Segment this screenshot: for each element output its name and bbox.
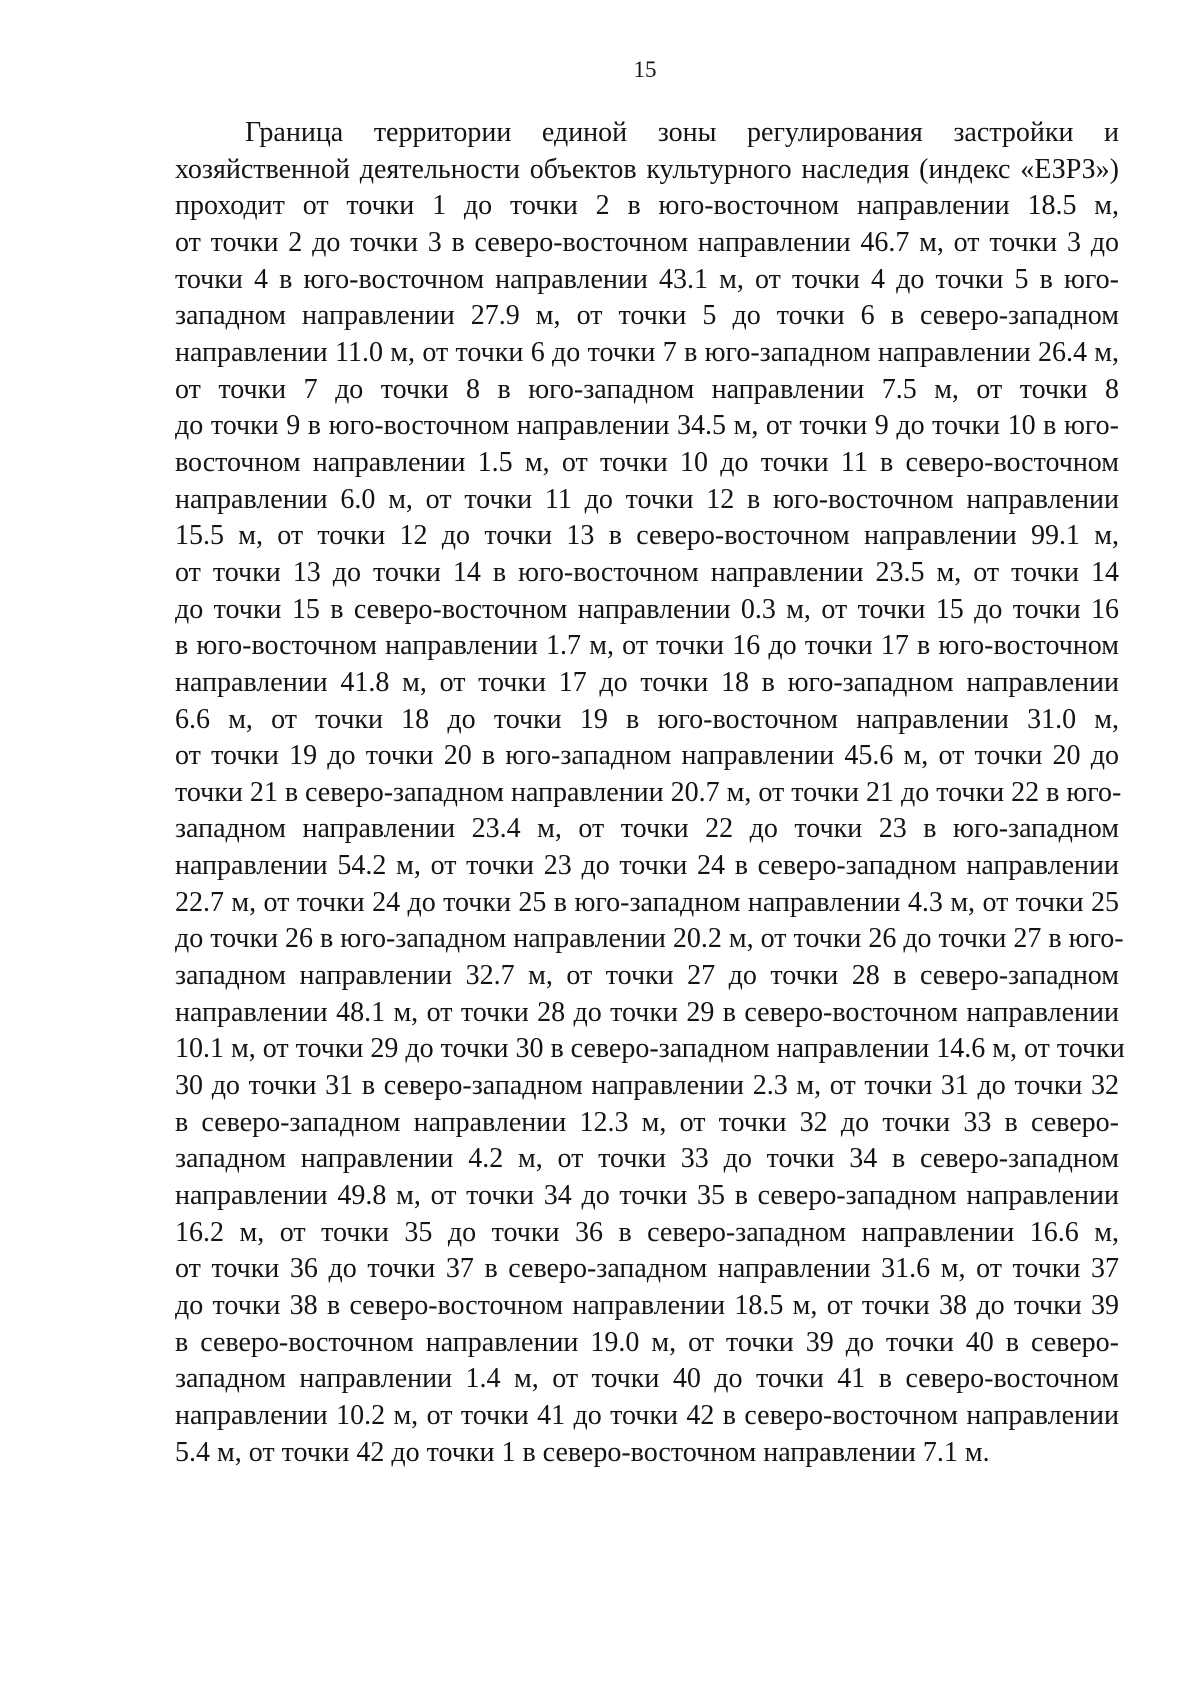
paragraph-line: в юго-восточном направлении 1.7 м, от точки 16 до точки 17 в юго-восточном <box>175 630 1119 662</box>
paragraph-line: до точки 15 в северо-восточном направлении 0.3 м, от точки 15 до точки 16 <box>175 593 1119 625</box>
paragraph-line: западном направлении 32.7 м, от точки 27 до точки 28 в северо-западном <box>175 960 1119 992</box>
paragraph-line: 22.7 м, от точки 24 до точки 25 в юго-западном направлении 4.3 м, от точки 25 <box>175 886 1119 918</box>
paragraph-line: направлении 11.0 м, от точки 6 до точки 7 в юго-западном направлении 26.4 м, <box>175 336 1119 368</box>
paragraph-line: западном направлении 23.4 м, от точки 22 до точки 23 в юго-западном <box>175 813 1119 845</box>
paragraph-line: точки 4 в юго-восточном направлении 43.1 м, от точки 4 до точки 5 в юго- <box>175 263 1119 295</box>
paragraph-line: 5.4 м, от точки 42 до точки 1 в северо-восточном направлении 7.1 м. <box>175 1436 990 1468</box>
paragraph-line: до точки 26 в юго-западном направлении 20.2 м, от точки 26 до точки 27 в юго- <box>175 923 1124 955</box>
paragraph-line: в северо-западном направлении 12.3 м, от точки 32 до точки 33 в северо- <box>175 1106 1119 1138</box>
paragraph-line: 30 до точки 31 в северо-западном направлении 2.3 м, от точки 31 до точки 32 <box>175 1070 1119 1102</box>
paragraph-line: в северо-восточном направлении 19.0 м, от точки 39 до точки 40 в северо- <box>175 1326 1119 1358</box>
paragraph-line: от точки 36 до точки 37 в северо-западном направлении 31.6 м, от точки 37 <box>175 1253 1119 1285</box>
paragraph-line: западном направлении 4.2 м, от точки 33 до точки 34 в северо-западном <box>175 1143 1119 1175</box>
paragraph-line: проходит от точки 1 до точки 2 в юго-восточном направлении 18.5 м, <box>175 190 1119 222</box>
paragraph-line: от точки 13 до точки 14 в юго-восточном направлении 23.5 м, от точки 14 <box>175 556 1119 588</box>
paragraph-line: от точки 19 до точки 20 в юго-западном направлении 45.6 м, от точки 20 до <box>175 740 1119 772</box>
paragraph-line: до точки 9 в юго-восточном направлении 34.5 м, от точки 9 до точки 10 в юго- <box>175 410 1119 442</box>
paragraph-line: западном направлении 27.9 м, от точки 5 до точки 6 в северо-западном <box>175 300 1119 332</box>
paragraph-line: 15.5 м, от точки 12 до точки 13 в северо-восточном направлении 99.1 м, <box>175 520 1119 552</box>
paragraph-line: 10.1 м, от точки 29 до точки 30 в северо-западном направлении 14.6 м, от точки <box>175 1033 1125 1065</box>
paragraph-line: точки 21 в северо-западном направлении 20.7 м, от точки 21 до точки 22 в юго- <box>175 776 1122 808</box>
paragraph-line: от точки 2 до точки 3 в северо-восточном направлении 46.7 м, от точки 3 до <box>175 226 1119 258</box>
page-number: 15 <box>633 57 657 82</box>
paragraph-line: направлении 48.1 м, от точки 28 до точки 29 в северо-восточном направлении <box>175 996 1119 1028</box>
paragraph-line: направлении 54.2 м, от точки 23 до точки 24 в северо-западном направлении <box>175 850 1119 882</box>
paragraph-line: от точки 7 до точки 8 в юго-западном направлении 7.5 м, от точки 8 <box>175 373 1119 405</box>
boundary-description-paragraph <box>175 115 1125 1471</box>
paragraph-line: восточном направлении 1.5 м, от точки 10 до точки 11 в северо-восточном <box>175 446 1119 478</box>
paragraph-line: 16.2 м, от точки 35 до точки 36 в северо-западном направлении 16.6 м, <box>175 1216 1119 1248</box>
paragraph-line: 6.6 м, от точки 18 до точки 19 в юго-восточном направлении 31.0 м, <box>175 703 1119 735</box>
paragraph-line: направлении 10.2 м, от точки 41 до точки 42 в северо-восточном направлении <box>175 1399 1119 1431</box>
paragraph-line: направлении 49.8 м, от точки 34 до точки 35 в северо-западном направлении <box>175 1180 1119 1212</box>
paragraph-line: направлении 6.0 м, от точки 11 до точки 12 в юго-восточном направлении <box>175 483 1119 515</box>
paragraph-line: до точки 38 в северо-восточном направлении 18.5 м, от точки 38 до точки 39 <box>175 1290 1119 1321</box>
paragraph-line: Граница территории единой зоны регулирования застройки и <box>245 117 1119 148</box>
paragraph-line: западном направлении 1.4 м, от точки 40 до точки 41 в северо-восточном <box>175 1363 1119 1395</box>
paragraph-line: хозяйственной деятельности объектов культурного наследия (индекс «ЕЗРЗ») <box>175 153 1119 185</box>
paragraph-line: направлении 41.8 м, от точки 17 до точки 18 в юго-западном направлении <box>175 666 1119 698</box>
